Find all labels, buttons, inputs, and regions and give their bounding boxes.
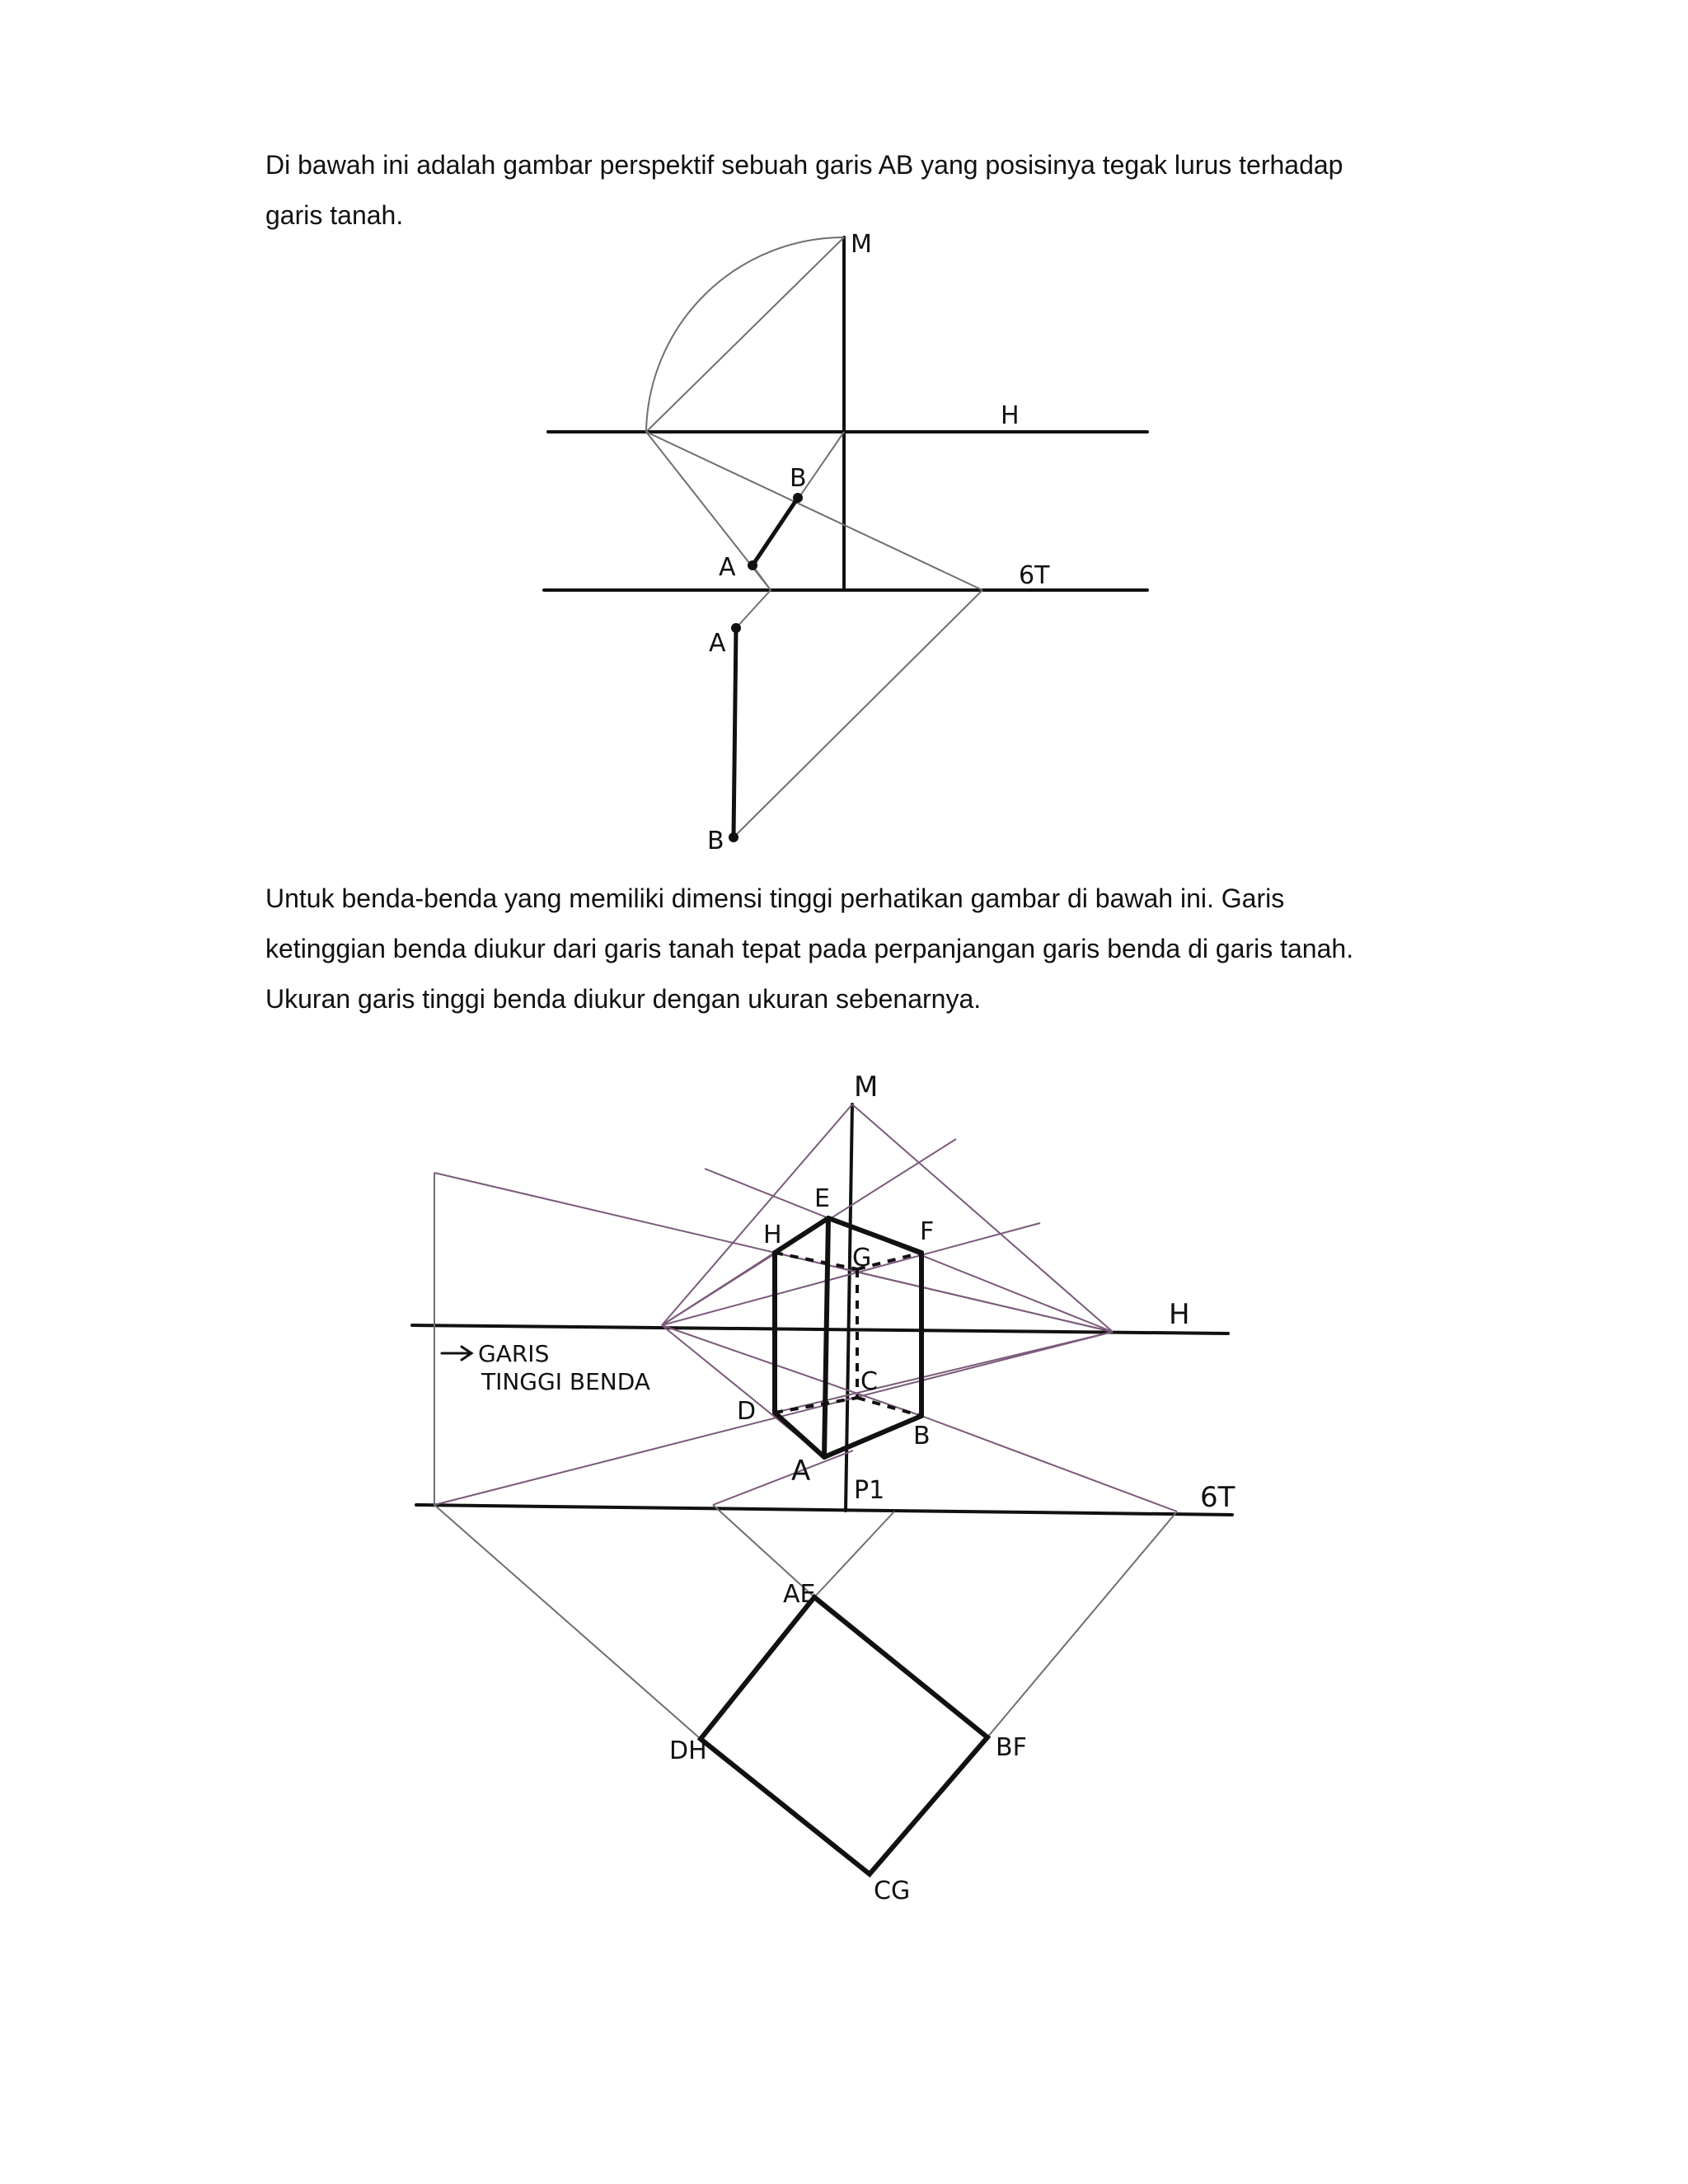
construction-line	[662, 1104, 852, 1325]
label-m: M	[851, 230, 872, 259]
label-g: G	[852, 1244, 872, 1272]
note-line-2: TINGGI BENDA	[481, 1368, 650, 1395]
plan-construction-line	[814, 1511, 894, 1597]
label-h: H	[1001, 401, 1020, 430]
label-gt: 6T	[1019, 561, 1050, 590]
label-b-plan: B	[707, 827, 724, 855]
label-e: E	[814, 1184, 830, 1213]
label-p1: P1	[854, 1476, 885, 1505]
intro-line-1: Di bawah ini adalah gambar perspektif sebuah garis AB yang posisinya tegak lurus terhadap	[265, 150, 1343, 180]
label-d: D	[737, 1397, 757, 1426]
plan-construction-line	[434, 1505, 701, 1739]
construction-line	[852, 1104, 1113, 1332]
plan-construction-line	[987, 1511, 1177, 1737]
intro-line-2: garis tanah.	[265, 200, 404, 230]
box-edge	[824, 1218, 828, 1457]
height-line-1: Untuk benda-benda yang memiliki dimensi tinggi perhatikan gambar di bawah ini. Garis	[265, 883, 1285, 913]
plan-square	[701, 1597, 987, 1874]
label-a: A	[791, 1455, 811, 1488]
box-edge	[775, 1218, 828, 1253]
label-bf: BF	[996, 1733, 1027, 1762]
label-gt: 6T	[1200, 1481, 1236, 1514]
box-edge	[824, 1416, 921, 1457]
label-h-line: H	[1169, 1298, 1190, 1331]
label-f: F	[920, 1217, 935, 1246]
label-dh: DH	[669, 1736, 707, 1765]
label-b: B	[913, 1422, 931, 1451]
label-a-perspective: A	[719, 553, 736, 582]
ground-line	[416, 1505, 1232, 1515]
note-line-1: GARIS	[478, 1340, 550, 1367]
box-edge	[775, 1413, 824, 1457]
construction-line	[662, 1325, 921, 1416]
construction-line	[921, 1416, 1177, 1511]
box-edge	[828, 1218, 921, 1253]
height-line-2: ketinggian benda diukur dari garis tanah tepat pada perpanjangan garis benda di garis tanah.	[265, 934, 1354, 963]
label-ae: AE	[783, 1580, 816, 1609]
label-h-corner: H	[763, 1221, 782, 1249]
construction-line	[713, 1451, 853, 1505]
label-m: M	[854, 1071, 879, 1104]
label-c: C	[860, 1367, 878, 1396]
height-line-3: Ukuran garis tinggi benda diukur dengan ukuran sebenarnya.	[265, 984, 982, 1014]
label-a-plan: A	[709, 629, 726, 658]
label-b-perspective: B	[790, 464, 807, 493]
label-cg: CG	[874, 1877, 911, 1905]
